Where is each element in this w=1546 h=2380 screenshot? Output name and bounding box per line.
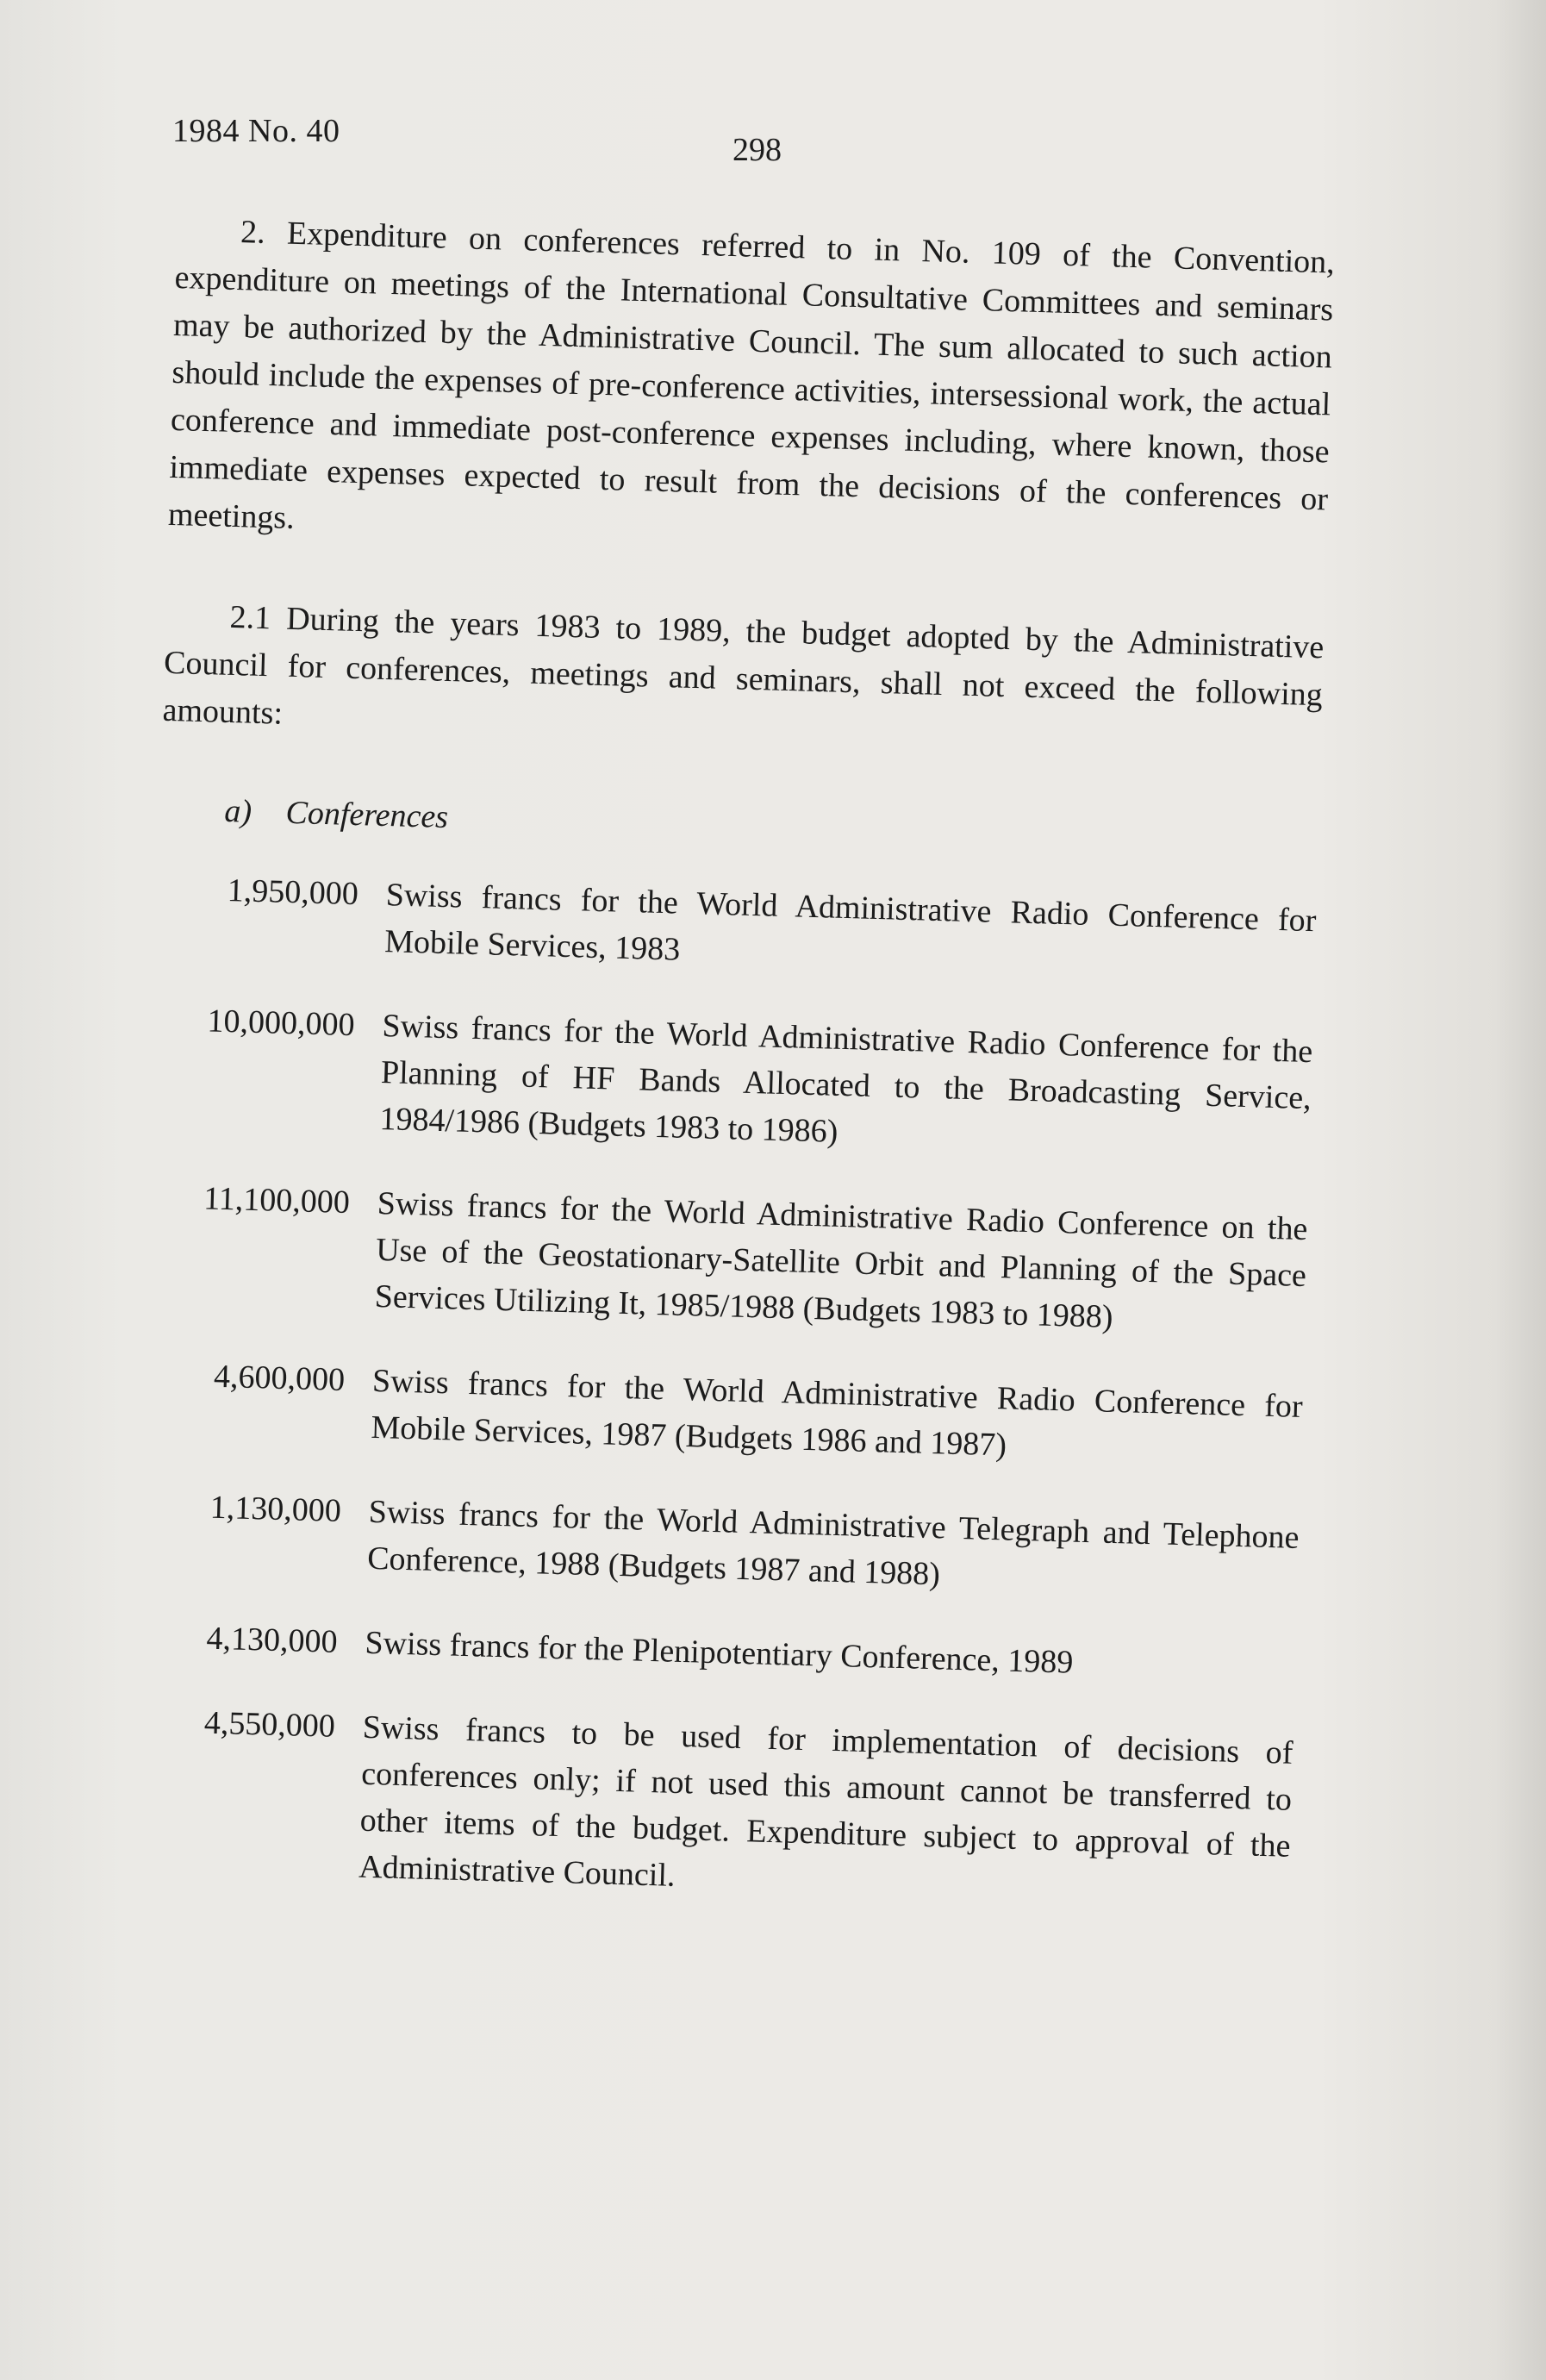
body-text [128, 207, 1335, 1954]
entry-amount: 11,100,000 [203, 1180, 351, 1221]
budget-entry [151, 996, 1313, 1168]
entry-amount: 1,130,000 [209, 1489, 342, 1529]
entry-amount: 4,550,000 [203, 1704, 336, 1745]
page-edge-shadow [1494, 0, 1546, 2380]
budget-entry [136, 1613, 1296, 1692]
entry-description: Swiss francs for the World Administrative Radio Conference for Mobile Services, 1987 (Budgets 1986 and 1987) [370, 1362, 1304, 1464]
budget-entry [139, 1482, 1300, 1608]
budget-entry [142, 1351, 1303, 1477]
budget-entry [146, 1174, 1308, 1346]
paragraph-2: 2. Expenditure on conferences referred to in No. 109 of the Convention, expenditure on meetings of the International Consultative Committees and seminars may be authorized by the Administrative Council. The sum allocated to such action should include the expenses of pre-conference activities, intersessional work, the actual conference and immediate post-conference expenses including, where known, those immediate expenses expected to result from the decisions of the conferences or meetings. [167, 214, 1336, 536]
entry-amount: 1,950,000 [227, 871, 359, 913]
entry-description: Swiss francs to be used for implementation of decisions of conferences only; if not used this amount cannot be transferred to other items of the budget. Expenditure subject to approval of the Administrative Council. [358, 1708, 1294, 1894]
paragraph-2-1: 2.1 During the years 1983 to 1989, the budget adopted by the Administrative Council for conferences, meetings and seminars, shall not exceed the following amounts: [162, 598, 1325, 732]
subheading-title: Conferences [284, 794, 449, 836]
budget-entry [130, 1697, 1294, 1915]
entry-description: Swiss francs for the World Administrative Radio Conference on the Use of the Geostationary-Satellite Orbit and Planning of the Space Services Utilizing It, 1985/1988 (Budgets 1983 to 1988) [374, 1184, 1308, 1335]
entry-description: Swiss francs for the World Administrative Telegraph and Telephone Conference, 1988 (Budgets 1987 and 1988) [366, 1493, 1300, 1593]
entry-amount: 4,600,000 [213, 1358, 346, 1398]
entry-description: Swiss francs for the World Administrative Radio Conference for Mobile Services, 1983 [383, 877, 1317, 968]
running-head: 1984 No. 40 [172, 113, 340, 149]
budget-entry [156, 865, 1317, 991]
entry-description: Swiss francs for the World Administrative Radio Conference for the Planning of HF Bands Allocated to the Broadcasting Service, 1984/1986 (Budgets 1983 to 1986) [378, 1008, 1313, 1150]
subheading-conferences [224, 790, 1319, 863]
entry-amount: 4,130,000 [206, 1620, 339, 1660]
page-number: 298 [732, 132, 782, 168]
entry-description: Swiss francs for the Plenipotentiary Conference, 1989 [364, 1624, 1074, 1681]
subheading-letter: a) [223, 792, 252, 830]
entry-amount: 10,000,000 [207, 1003, 356, 1044]
